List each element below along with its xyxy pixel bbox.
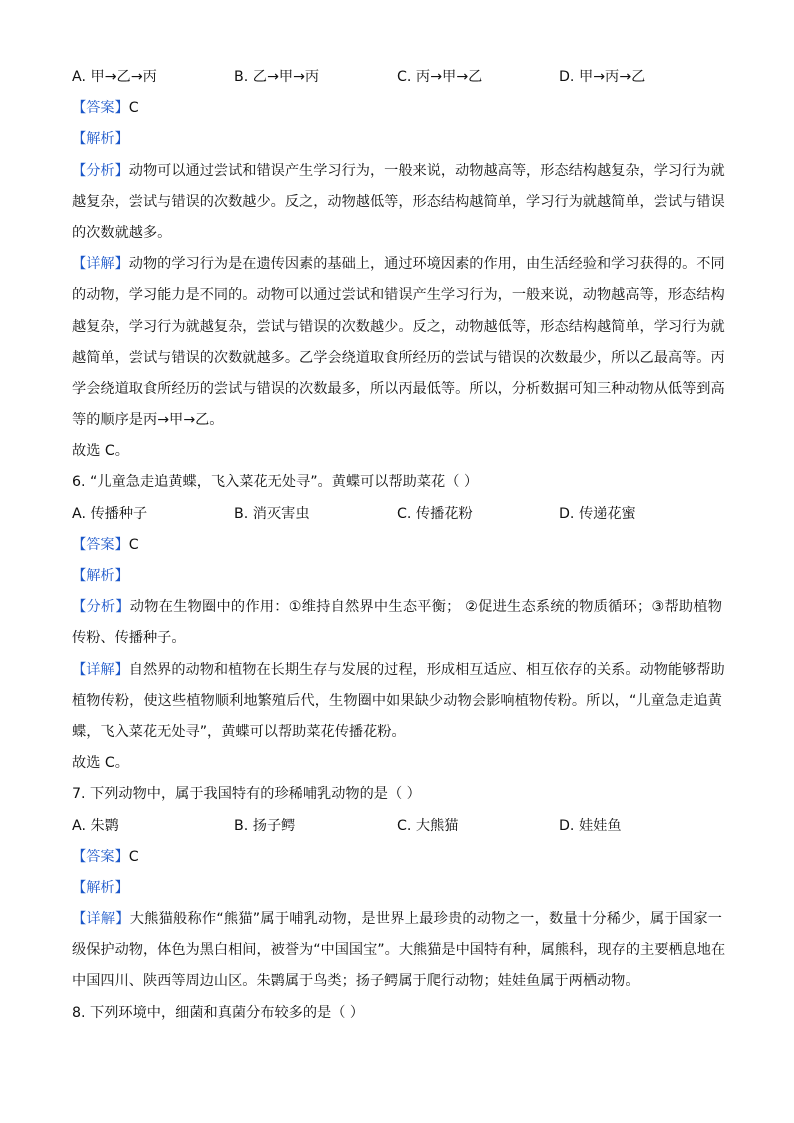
q5-options (72, 62, 722, 93)
answer-value: C (128, 536, 139, 553)
text-line: 动物的学习行为是在遗传因素的基础上，通过环境因素的作用，由生活经验和学习获得的。不同 (128, 256, 725, 273)
q7-jiexi: 【解析】 (72, 879, 129, 896)
q7-option-a: A. 朱鹮 (72, 817, 119, 834)
q6-option-c: C. 传播花粉 (397, 505, 473, 522)
q6-option-a: A. 传播种子 (72, 505, 148, 522)
text-line: 动物在生物圈中的作用：①维持自然界中生态平衡； ②促进生态系统的物质循环；③帮助植物 (129, 599, 722, 616)
text-line: 动物可以通过尝试和错误产生学习行为，一般来说，动物越高等，形态结构越复杂，学习行为就 (128, 162, 725, 179)
text-line: 的次数就越多。 (72, 224, 172, 241)
q7-stem: 7. 下列动物中，属于我国特有的珍稀哺乳动物的是（ ） (72, 786, 421, 803)
q6-option-d: D. 传递花蜜 (559, 505, 636, 522)
q6-jiexi: 【解析】 (72, 568, 129, 584)
q6-option-b: B. 消灭害虫 (234, 505, 310, 522)
text-line: 越复杂，学习行为就越复杂，尝试与错误的次数越少。反之，动物越低等，形态结构越简单，学习行为就 (72, 318, 725, 335)
q6-fenxi (72, 592, 722, 654)
xiangjie-tag: 【详解】 (72, 256, 129, 273)
q7-option-c: C. 大熊猫 (397, 817, 459, 834)
answer-tag: 【答案】 (72, 536, 129, 553)
text-line: 越简单，尝试与错误的次数就越多。乙学会绕道取食所经历的尝试与错误的次数最少，所以乙最高等。丙 (72, 349, 725, 366)
q5-option-d: D. 甲→丙→乙 (559, 69, 646, 85)
q5-option-c: C. 丙→甲→乙 (397, 69, 483, 85)
q7-xiangjie (72, 904, 726, 998)
q7-options (72, 811, 722, 842)
text-line: 植物传粉，使这些植物顺利地繁殖后代，生物圈中如果缺少动物会影响植物传粉。所以，“儿童急走追黄 (72, 692, 722, 709)
text-line: 传粉、传播种子。 (72, 630, 186, 647)
q5-option-b: B. 乙→甲→丙 (234, 69, 320, 85)
q6-xiangjie (72, 655, 725, 749)
q5-conclusion: 故选 C。 (72, 443, 129, 460)
q8-stem: 8. 下列环境中，细菌和真菌分布较多的是（ ） (72, 1004, 365, 1021)
q7-answer (72, 842, 722, 873)
text-line: 大熊猫般称作“熊猫”属于哺乳动物，是世界上最珍贵的动物之一，数量十分稀少，属于国家一 (129, 911, 722, 928)
text-line: 中国四川、陕西等周边山区。朱鹮属于鸟类；扬子鳄属于爬行动物；娃娃鱼属于两栖动物。 (72, 973, 640, 990)
q5-jiexi: 【解析】 (72, 131, 129, 148)
answer-tag: 【答案】 (72, 100, 129, 117)
q6-options (72, 499, 722, 530)
fenxi-tag: 【分析】 (72, 599, 130, 616)
answer-value: C (128, 848, 139, 865)
q7-option-d: D. 娃娃鱼 (559, 817, 622, 834)
q6-conclusion: 故选 C。 (72, 755, 129, 772)
text-line: 的动物，学习能力是不同的。动物可以通过尝试和错误产生学习行为，一般来说，动物越高等，形态结构 (72, 287, 725, 304)
q6-answer (72, 530, 722, 561)
document-page (72, 62, 726, 1029)
text-line: 学会绕道取食所经历的尝试与错误的次数最多，所以丙最低等。所以，分析数据可知三种动物从低等到高 (72, 380, 725, 397)
text-line: 蝶，飞入菜花无处寻”，黄蝶可以帮助菜花传播花粉。 (72, 723, 406, 740)
q5-answer (72, 93, 722, 124)
text-line: 等的顺序是丙→甲→乙。 (72, 412, 224, 429)
answer-tag: 【答案】 (72, 848, 129, 865)
text-line: 级保护动物，体色为黑白相间，被誉为“中国国宝”。大熊猫是中国特有种，属熊科，现存的主要栖息地在 (72, 942, 726, 959)
text-line: 越复杂，尝试与错误的次数越少。反之，动物越低等，形态结构越简单，学习行为就越简单，尝试与错误 (72, 193, 725, 210)
xiangjie-tag: 【详解】 (72, 661, 129, 678)
text-line: 自然界的动物和植物在长期生存与发展的过程，形成相互适应、相互依存的关系。动物能够帮助 (128, 661, 725, 678)
q5-xiangjie (72, 249, 725, 436)
q7-option-b: B. 扬子鳄 (234, 817, 296, 834)
q5-fenxi (72, 156, 725, 250)
xiangjie-tag: 【详解】 (72, 911, 130, 928)
q5-option-a: A. 甲→乙→丙 (72, 69, 157, 85)
q6-stem: 6. “儿童急走追黄蝶，飞入菜花无处寻”。黄蝶可以帮助菜花（ ） (72, 474, 479, 491)
fenxi-tag: 【分析】 (72, 162, 129, 179)
answer-value: C (128, 100, 139, 117)
